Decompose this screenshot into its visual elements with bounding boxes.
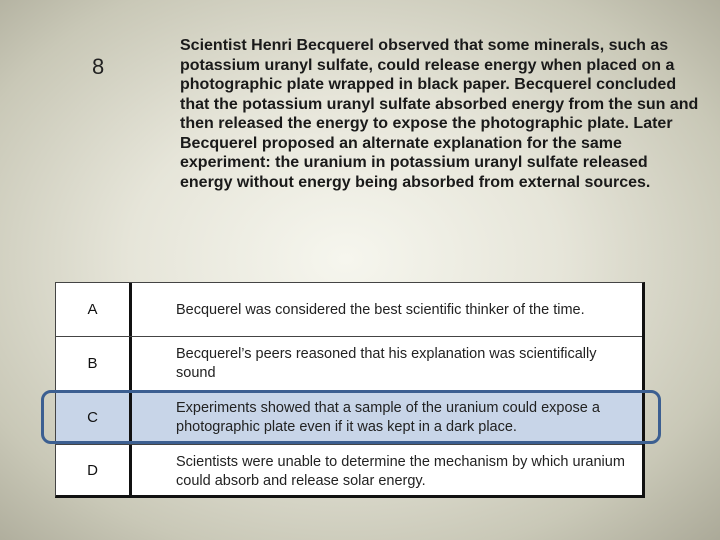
- answer-text: Experiments showed that a sample of the uranium could expose a photographic plate even if it was kept in a dark place.: [176, 400, 600, 435]
- question-text: Scientist Henri Becquerel observed that some minerals, such as potassium uranyl sulfate, could release energy when placed on a photographic plate wrapped in black paper. Becquerel concluded that the potassium uranyl sulfate absorbed energy from the sun and then released the energy to expose the photographic plate. Later Becquerel proposed an alternate explanation for the same experiment: the uranium in potassium uranyl sulfate released energy without energy being absorbed from external sources.: [180, 37, 699, 191]
- answer-option-d[interactable]: [56, 445, 642, 496]
- answer-letter: C: [87, 409, 98, 426]
- answer-option-b[interactable]: [56, 337, 642, 391]
- question-number: 8: [92, 54, 105, 79]
- answer-table: [55, 282, 645, 498]
- answer-text: Becquerel’s peers reasoned that his explanation was scientifically sound: [176, 346, 597, 381]
- answer-letter: D: [87, 462, 98, 479]
- column-divider: [129, 283, 132, 336]
- answer-letter: A: [87, 301, 98, 318]
- column-divider: [129, 445, 132, 496]
- answer-option-c[interactable]: [56, 391, 642, 445]
- answer-text: Becquerel was considered the best scientific thinker of the time.: [176, 302, 585, 318]
- column-divider: [129, 337, 132, 390]
- answer-letter: B: [87, 355, 98, 372]
- answer-text: Scientists were unable to determine the mechanism by which uranium could absorb and release solar energy.: [176, 454, 625, 489]
- answer-option-a[interactable]: [56, 283, 642, 337]
- column-divider: [129, 391, 132, 444]
